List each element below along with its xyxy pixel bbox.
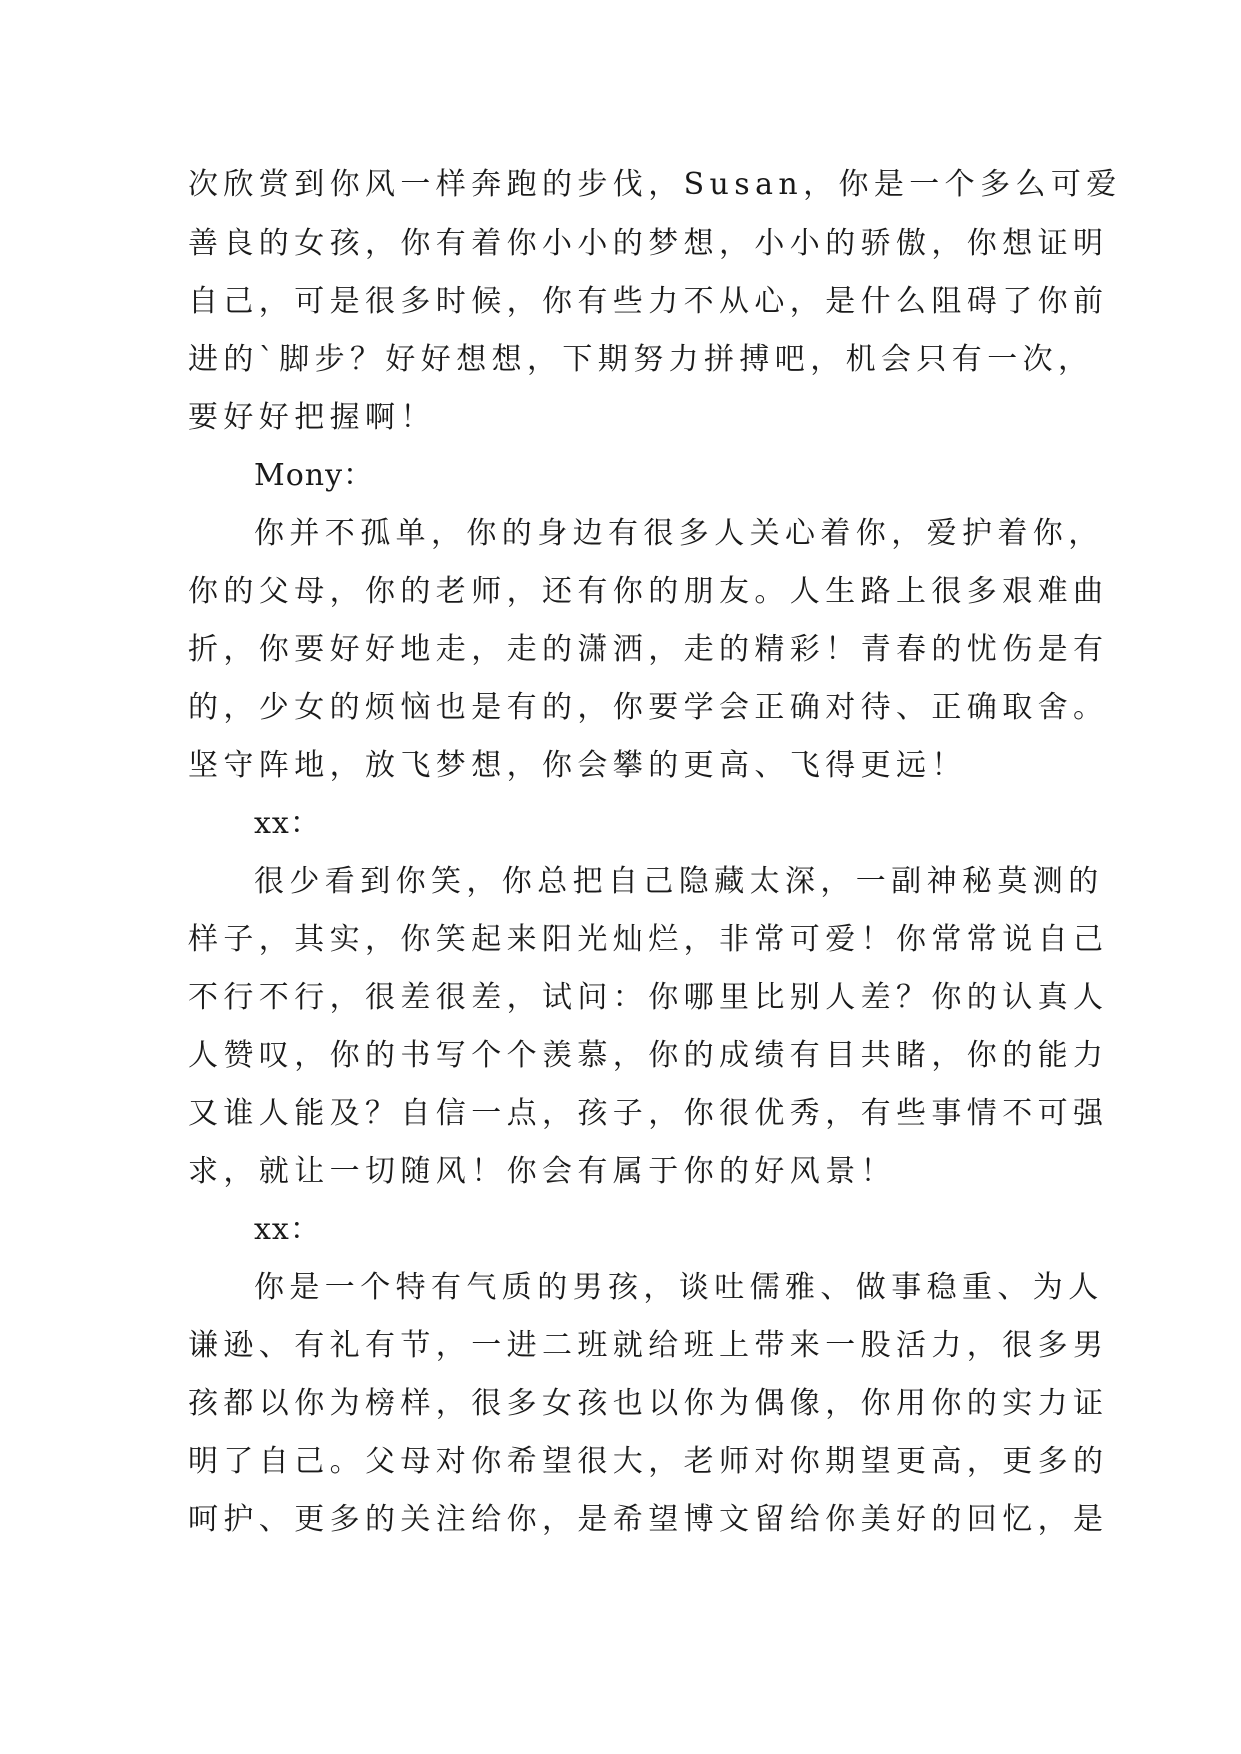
text-line: 孩都以你为榜样，很多女孩也以你为偶像，你用你的实力证 bbox=[188, 1386, 1109, 1421]
text-line: 人赞叹，你的书写个个羡慕，你的成绩有目共睹，你的能力 bbox=[188, 1038, 1109, 1073]
text-line: 求，就让一切随风！你会有属于你的好风景！ bbox=[188, 1154, 896, 1189]
text-line: 善良的女孩，你有着你小小的梦想，小小的骄傲，你想证明 bbox=[188, 226, 1109, 261]
recipient-label: xx： bbox=[254, 806, 321, 841]
text-line: 很少看到你笑，你总把自己隐藏太深，一副神秘莫测的 bbox=[254, 864, 1104, 899]
text-line: 谦逊、有礼有节，一进二班就给班上带来一股活力，很多男 bbox=[188, 1328, 1109, 1363]
text-line: 坚守阵地，放飞梦想，你会攀的更高、飞得更远！ bbox=[188, 748, 967, 783]
text-line: 进的`脚步？好好想想，下期努力拼搏吧，机会只有一次， bbox=[188, 342, 1094, 377]
text-line: 次欣赏到你风一样奔跑的步伐，Susan，你是一个多么可爱 bbox=[188, 167, 1122, 202]
text-line: 你是一个特有气质的男孩，谈吐儒雅、做事稳重、为人 bbox=[254, 1270, 1104, 1305]
text-line: 呵护、更多的关注给你，是希望博文留给你美好的回忆，是 bbox=[188, 1502, 1109, 1537]
recipient-label: Mony： bbox=[254, 458, 375, 493]
text-line: 自己，可是很多时候，你有些力不从心，是什么阻碍了你前 bbox=[188, 284, 1109, 319]
text-line: 你的父母，你的老师，还有你的朋友。人生路上很多艰难曲 bbox=[188, 574, 1109, 609]
text-line: 你并不孤单，你的身边有很多人关心着你，爱护着你， bbox=[254, 516, 1104, 551]
text-line: 要好好把握啊！ bbox=[188, 400, 436, 435]
text-line: 又谁人能及？自信一点，孩子，你很优秀，有些事情不可强 bbox=[188, 1096, 1109, 1131]
text-line: 样子，其实，你笑起来阳光灿烂，非常可爱！你常常说自己 bbox=[188, 922, 1109, 957]
text-line: 折，你要好好地走，走的潇洒，走的精彩！青春的忧伤是有 bbox=[188, 632, 1109, 667]
text-line: 明了自己。父母对你希望很大，老师对你期望更高，更多的 bbox=[188, 1444, 1109, 1479]
text-line: 的，少女的烦恼也是有的，你要学会正确对待、正确取舍。 bbox=[188, 690, 1109, 725]
text-line: 不行不行，很差很差，试问：你哪里比别人差？你的认真人 bbox=[188, 980, 1109, 1015]
recipient-label: xx： bbox=[254, 1212, 321, 1247]
